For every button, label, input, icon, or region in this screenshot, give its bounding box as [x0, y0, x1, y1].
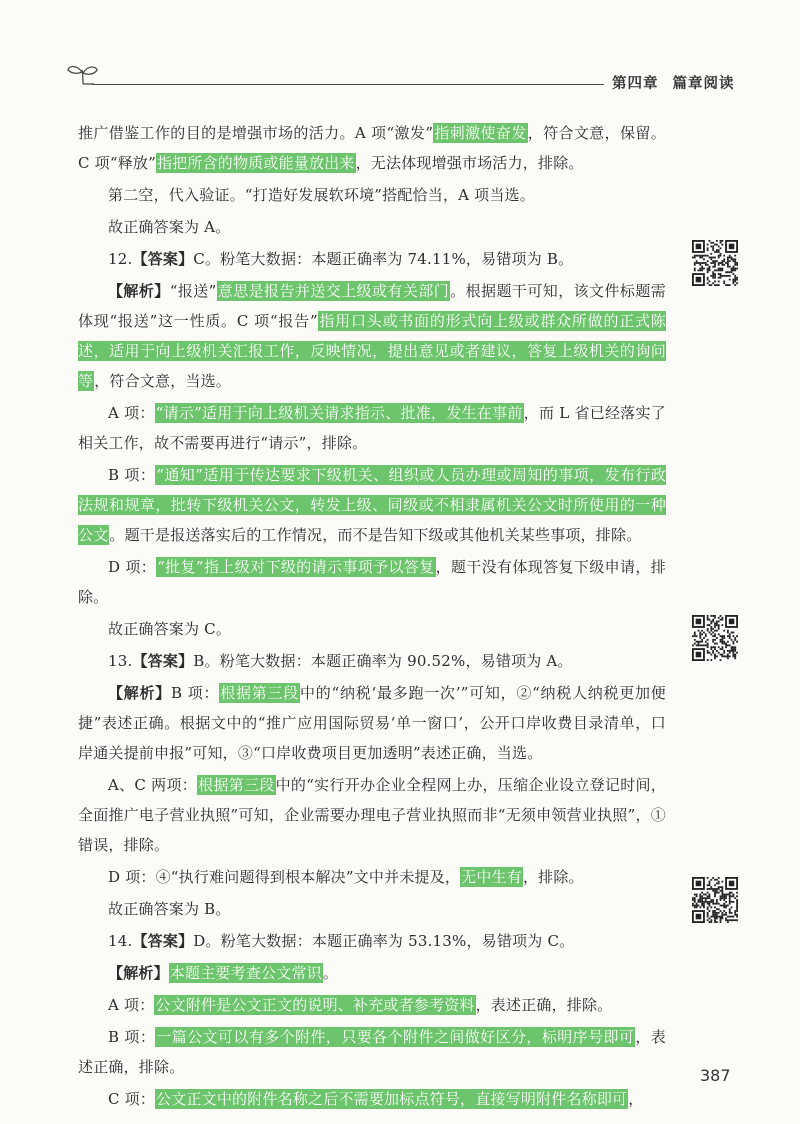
text-run: C 项：: [108, 1090, 156, 1108]
header-rule: [92, 84, 604, 85]
qr-code-icon[interactable]: [692, 240, 738, 286]
paragraph: [78, 862, 666, 892]
text-run: B 项：: [108, 466, 156, 484]
text-run: A、C 两项：: [108, 776, 198, 794]
highlighted-text: 公文附件是公文正文的说明、补充或者参考资料: [155, 996, 475, 1014]
text-run: 12.: [108, 250, 133, 268]
text-run: ，表述正确，排除。: [78, 1028, 666, 1076]
text-run: “报送”: [169, 282, 217, 300]
text-run: 第二空，代入验证。“打造好发展软环境”搭配恰当，A 项当选。: [108, 186, 535, 204]
text-run: B。粉笔大数据：本题正确率为 90.52%，易错项为 A。: [193, 652, 573, 670]
label-tag: 【解析】: [108, 684, 172, 702]
label-tag: 【解析】: [108, 964, 169, 982]
paragraph: [78, 1084, 666, 1114]
paragraph: [78, 276, 666, 396]
page-number: 387: [700, 1066, 731, 1085]
text-run: 13.: [108, 652, 133, 670]
highlighted-text: “通知”适用于传达要求下级机关、组织或人员办理或周知的事项，发布行政法规和规章，批转下级机关公文，转发上级、同级或不相隶属机关公文时所使用的一种公文: [78, 466, 666, 544]
text-run: 中的“纳税‘最多跑一次’”可知，②“纳税人纳税更加便捷”表述正确。根据文中的“推广应用国际贸易‘单一窗口’，公开口岸收费目录清单，口岸通关提前申报”可知，③“口岸收费项目更加透明”表述正确，当选。: [78, 684, 666, 762]
text-run: ，无法体现增强市场活力，排除。: [355, 154, 584, 172]
highlighted-text: “请示”适用于向上级机关请求指示、批准，发生在事前: [155, 404, 523, 422]
paragraph: [78, 958, 666, 988]
highlighted-text: 指刺激使奋发: [434, 124, 527, 142]
text-run: ，表述正确，排除。: [475, 996, 613, 1014]
highlighted-text: 指把所含的物质或能量放出来: [156, 154, 355, 172]
text-run: 推广借鉴工作的目的是增强市场的活力。A 项“激发”: [78, 124, 434, 142]
text-run: D。粉笔大数据：本题正确率为 53.13%，易错项为 C。: [193, 932, 575, 950]
highlighted-text: 根据第三段: [198, 776, 275, 794]
highlighted-text: “批复”指上级对下级的请示事项予以答复: [157, 558, 435, 576]
text-run: 。: [322, 964, 339, 982]
highlighted-text: 意思是报告并送交上级或有关部门: [217, 282, 450, 300]
paragraph: [78, 990, 666, 1020]
highlighted-text: 无中生有: [461, 868, 522, 886]
text-run: A 项：: [108, 996, 155, 1014]
paragraph: [78, 180, 666, 210]
text-run: ，排除。: [522, 868, 584, 886]
paragraph: [78, 770, 666, 860]
highlighted-text: 公文正文中的附件名称之后不需要加标点符号，直接写明附件名称即可: [156, 1090, 628, 1108]
label-tag: 【答案】: [132, 250, 194, 268]
text-run: A 项：: [108, 404, 155, 422]
text-run: C。粉笔大数据：本题正确率为 74.11%，易错项为 B。: [193, 250, 574, 268]
label-tag: 【答案】: [132, 932, 194, 950]
chapter-header: [612, 72, 735, 93]
paragraph: [78, 244, 666, 274]
text-run: 故正确答案为 A。: [108, 218, 231, 236]
label-tag: 【解析】: [108, 282, 170, 300]
text-run: 故正确答案为 B。: [108, 900, 231, 918]
text-run: D 项：④“执行难问题得到根本解决”文中并未提及，: [108, 868, 461, 886]
label-tag: 【答案】: [132, 652, 194, 670]
paragraph: [78, 614, 666, 644]
text-run: 。题干是报送落实后的工作情况，而不是告知下级或其他机关某些事项，排除。: [109, 526, 642, 544]
paragraph: [78, 552, 666, 612]
paragraph: [78, 460, 666, 550]
text-run: B 项：: [108, 1028, 156, 1046]
qr-code-icon[interactable]: [692, 877, 738, 923]
paragraph: [78, 118, 666, 178]
highlighted-text: 本题主要考查公文常识: [169, 964, 322, 982]
body-text: [78, 118, 666, 1116]
paragraph: [78, 678, 666, 768]
paragraph: [78, 894, 666, 924]
text-run: 14.: [108, 932, 133, 950]
paragraph: [78, 646, 666, 676]
paragraph: [78, 398, 666, 458]
text-run: ，题干没有体现答复下级申请，排除。: [78, 558, 666, 606]
text-run: ，符合文意，保留。C 项“释放”: [78, 124, 666, 172]
text-run: B 项：: [171, 684, 220, 702]
paragraph: [78, 926, 666, 956]
qr-code-icon[interactable]: [692, 615, 738, 661]
chapter-number: 第四章: [612, 76, 659, 92]
chapter-section: 篇章阅读: [672, 76, 735, 92]
text-run: ，符合文意，当选。: [94, 372, 232, 390]
text-run: ，而 L 省已经落实了相关工作，故不需要再进行“请示”，排除。: [78, 404, 666, 452]
highlighted-text: 指用口头或书面的形式向上级或群众所做的正式陈述，适用于向上级机关汇报工作，反映情况，提出意见或者建议，答复上级机关的询问等: [78, 312, 666, 390]
text-run: 。根据题干可知，该文件标题需体现“报送”这一性质。C 项“报告”: [78, 282, 666, 330]
text-run: 故正确答案为 C。: [108, 620, 232, 638]
text-run: D 项：: [108, 558, 157, 576]
highlighted-text: 根据第三段: [220, 684, 300, 702]
paragraph: [78, 1022, 666, 1082]
text-run: 中的“实行开办企业全程网上办，压缩企业设立登记时间，全面推广电子营业执照”可知，企业需要办理电子营业执照而非“无须申领营业执照”，①错误，排除。: [78, 776, 666, 854]
text-run: ，: [628, 1090, 644, 1108]
paragraph: [78, 212, 666, 242]
highlighted-text: 一篇公文可以有多个附件，只要各个附件之间做好区分，标明序号即可: [156, 1028, 635, 1046]
